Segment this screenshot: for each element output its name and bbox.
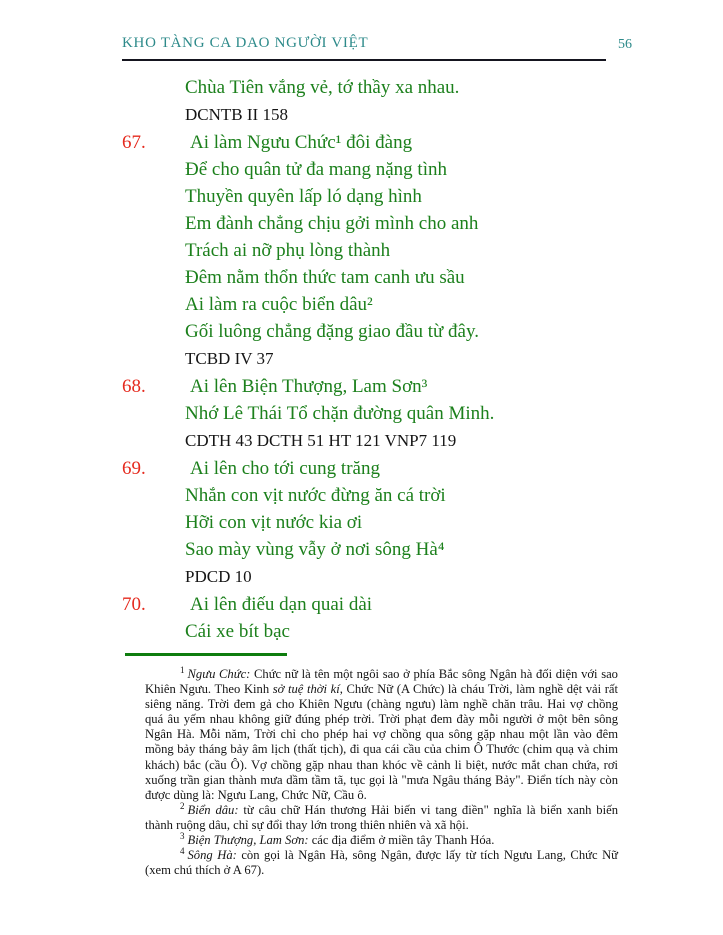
poem-line: Để cho quân tử đa mang nặng tình bbox=[185, 159, 447, 180]
poem-line: Ai lên cho tới cung trăng bbox=[190, 458, 380, 479]
poem-line: Cái xe bít bạc bbox=[185, 621, 290, 642]
footnote bbox=[145, 800, 618, 833]
poem-line: Trách ai nỡ phụ lòng thành bbox=[185, 240, 391, 261]
source-reference: DCNTB II 158 bbox=[185, 105, 288, 124]
footnote-term: Sông Hà: bbox=[187, 848, 237, 863]
footnotes-section bbox=[145, 664, 618, 878]
poem-entry bbox=[185, 74, 627, 128]
source-reference: TCBD IV 37 bbox=[185, 349, 274, 368]
poem-line: Ai lên điếu dạn quai dài bbox=[190, 594, 373, 615]
poem-number: 68. bbox=[122, 376, 146, 397]
footnote-separator bbox=[125, 653, 287, 656]
poem-entry bbox=[122, 129, 627, 372]
footnote-italic-phrase: sở tuệ thời kí bbox=[272, 682, 340, 697]
footnote bbox=[145, 845, 618, 878]
poem-line: Nhắn con vịt nước đừng ăn cá trời bbox=[185, 485, 446, 506]
poem-line: Ai làm Ngưu Chức¹ đôi đàng bbox=[190, 132, 413, 153]
poem-line: Hỡi con vịt nước kia ơi bbox=[185, 512, 363, 533]
header-title-underline bbox=[122, 34, 606, 61]
footnote-text: , Chức Nữ (A Chức) là cháu Trời, làm nghề dệt vải rất siêng năng. Trời đem gả cho Khiên Ngưu (chàng ngưu) làm nghề chăn trâu. Hai vợ chồng quá âu yếm nhau không giữ đúng phép trời. Trời phạt đem đày mỗi người ở một bên sông Ngân Hà. Mỗi năm, Trời chỉ cho phép hai vợ chồng qua sông gặp nhau một lần vào đêm mồng bảy tháng bảy âm lịch (thất tịch), đi qua cái cầu của chim Ô Thước (chim quạ và chim khách) bắc (cầu Ô). Vợ chồng gặp nhau than khóc về cảnh li biệt, nước mắt chan chứa, rơi xuống trần gian thành mưa dầm tầm tã, tục gọi là "mưa Ngâu tháng Bảy". Điển tích này còn được dùng là: Ngưu Lang, Chức Nữ, Cầu ô. bbox=[145, 682, 618, 802]
poem-entry bbox=[122, 455, 627, 590]
footnote-text: từ câu chữ Hán thương Hải biến vi tang điền" nghĩa là biển xanh biến thành ruộng dâu, chỉ sự đổi thay lớn trong thiên nhiên và xã hội. bbox=[145, 802, 618, 832]
footnote-text: còn gọi là Ngân Hà, sông Ngân, được lấy từ tích Ngưu Lang, Chức Nữ (xem chú thích ở A 67). bbox=[145, 848, 618, 878]
poem-line: Chùa Tiên vắng vẻ, tớ thầy xa nhau. bbox=[185, 77, 460, 98]
poem-number: 69. bbox=[122, 458, 146, 479]
poem-line: Đêm nằm thổn thức tam canh ưu sầu bbox=[185, 267, 465, 288]
poem-line: Ai làm ra cuộc biển dâu² bbox=[185, 294, 373, 315]
poems-section bbox=[122, 74, 627, 645]
footnote-term: Ngưu Chức: bbox=[187, 667, 251, 681]
poem-line: Nhớ Lê Thái Tổ chặn đường quân Minh. bbox=[185, 403, 495, 424]
page-header bbox=[122, 34, 632, 61]
footnote-marker: 2 bbox=[180, 800, 185, 811]
poem-line: Sao mày vùng vẫy ở nơi sông Hà⁴ bbox=[185, 539, 445, 560]
source-reference: CDTH 43 DCTH 51 HT 121 VNP7 119 bbox=[185, 431, 457, 450]
page-number: 56 bbox=[618, 37, 632, 52]
footnote-term: Biện Thượng, Lam Sơn: bbox=[187, 833, 309, 848]
poem-line: Thuyền quyên lấp ló dạng hình bbox=[185, 186, 422, 207]
poem-line: Gối luông chẳng đặng giao đầu từ đây. bbox=[185, 321, 479, 342]
poem-number: 67. bbox=[122, 132, 146, 153]
poem-entry bbox=[122, 591, 627, 645]
poem-number: 70. bbox=[122, 594, 146, 615]
poem-line: Ai lên Biện Thượng, Lam Sơn³ bbox=[190, 376, 428, 397]
footnote-marker: 3 bbox=[180, 830, 185, 841]
poem-line: Em đành chẳng chịu gởi mình cho anh bbox=[185, 213, 479, 234]
footnote-marker: 4 bbox=[180, 845, 185, 856]
footnote-marker: 1 bbox=[180, 664, 185, 675]
source-reference: PDCD 10 bbox=[185, 567, 252, 586]
footnote bbox=[145, 830, 618, 848]
footnote bbox=[145, 664, 618, 803]
book-title: KHO TÀNG CA DAO NGƯỜI VIỆT bbox=[122, 35, 369, 51]
footnote-text: Chức nữ là tên một ngôi sao ở phía Bắc sông Ngân hà đối diện với sao Khiên Ngưu. Theo Kinh bbox=[145, 667, 618, 697]
footnote-text: các địa điểm ở miền tây Thanh Hóa. bbox=[308, 833, 495, 848]
poem-entry bbox=[122, 373, 627, 454]
footnote-term: Biển dâu: bbox=[187, 802, 239, 817]
